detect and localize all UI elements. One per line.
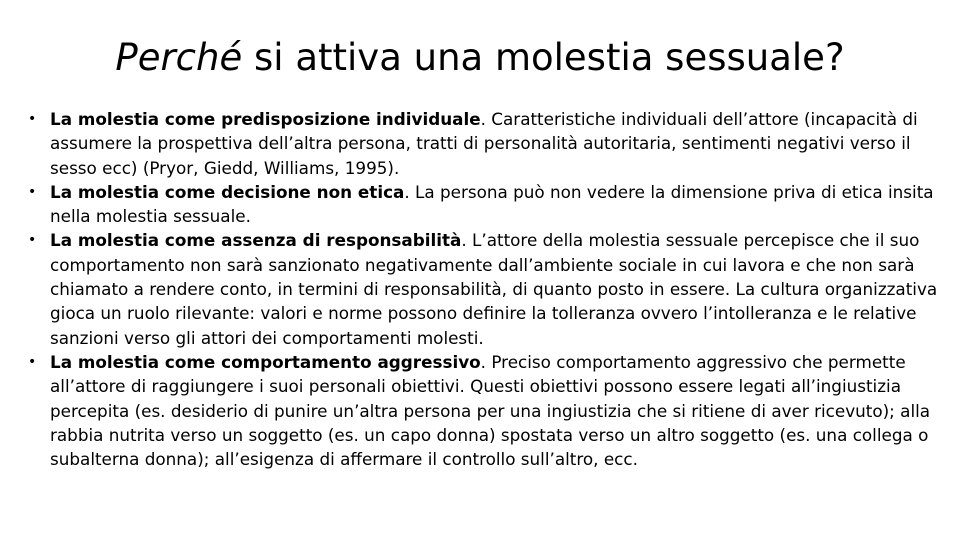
bullet-heading: La molestia come comportamento aggressivo <box>50 351 481 372</box>
slide-title-italic: Perché <box>115 36 243 79</box>
bullet-text: . Caratteristiche individuali dell’attore (incapacità di assumere la prospettiva dell’altra persona, tratti di personalità autoritaria, sentimenti negativi verso il sesso ecc) (Pryor, Giedd, Williams, 1995). <box>50 109 918 178</box>
bullet-heading: La molestia come decisione non etica <box>50 181 405 202</box>
bullet-icon: • <box>28 183 37 200</box>
bullet-item <box>28 180 940 229</box>
bullet-heading: La molestia come predisposizione individuale <box>50 109 481 129</box>
bullet-icon: • <box>28 232 37 249</box>
bullet-heading: La molestia come assenza di responsabilità <box>50 230 462 251</box>
bullet-item <box>28 350 940 471</box>
bullet-item <box>28 107 940 180</box>
bullet-item <box>28 228 940 349</box>
bullet-text: . Preciso comportamento aggressivo che permette all’attore di raggiungere i suoi personali obiettivi. Questi obiettivi possono essere legati all’ingiustizia percepita (es. desiderio di punire un’altra persona per una ingiustizia che si ritiene di aver ricevuto); alla rabbia nutrita verso un soggetto (es. un capo donna) spostata verso un altro soggetto (es. una collega o subalterna donna); all’esigenza di affermare il controllo sull’altro, ecc. <box>50 351 931 470</box>
bullet-icon: • <box>28 111 37 127</box>
bullet-list <box>28 107 940 471</box>
slide-title-rest: si attiva una molestia sessuale? <box>242 36 845 79</box>
bullet-icon: • <box>28 353 37 370</box>
bullet-text: . La persona può non vedere la dimensione priva di etica insita nella molestia sessuale. <box>50 181 934 227</box>
slide-title <box>0 34 960 82</box>
bullet-text: . L’attore della molestia sessuale percepisce che il suo comportamento non sarà sanzionato negativamente dall’ambiente sociale in cui lavora e che non sarà chiamato a rendere conto, in termini di responsabilità, di quanto posto in essere. La cultura organizzativa gioca un ruolo rilevante: valori e norme possono definire la tolleranza ovvero l’intolleranza e le relative sanzioni verso gli attori dei comportamenti molesti. <box>50 230 938 348</box>
